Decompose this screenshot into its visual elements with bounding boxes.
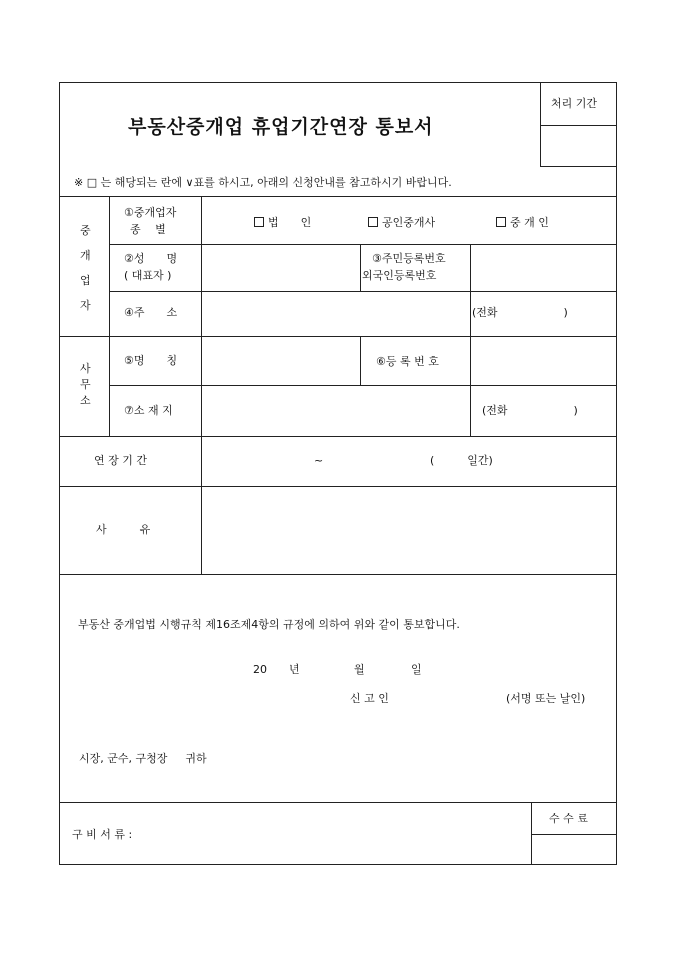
extension-period-field[interactable]	[202, 437, 616, 485]
type-option-corporation[interactable]: 법 인	[254, 216, 311, 230]
form-title: 부동산중개업 휴업기간연장 통보서	[128, 116, 434, 138]
broker-group-char: 자	[80, 299, 91, 312]
reporter-label: 신 고 인	[350, 692, 389, 705]
extension-period-label: 연 장 기 간	[94, 454, 147, 467]
checkbox-icon[interactable]	[368, 217, 378, 227]
name-field[interactable]	[202, 245, 359, 290]
broker-group-char: 개	[80, 249, 91, 262]
recipient-text: 시장, 군수, 구청장 귀하	[79, 752, 207, 765]
broker-type-label: 종 별	[130, 223, 166, 236]
required-documents-label: 구 비 서 류 :	[72, 828, 133, 841]
id-number-label: ③주민등록번호	[372, 252, 446, 265]
id-number-field[interactable]	[471, 245, 616, 290]
type-option-broker[interactable]: 중 개 인	[496, 216, 549, 230]
checkbox-icon[interactable]	[254, 217, 264, 227]
office-group-char: 소	[80, 394, 91, 407]
broker-group-char: 업	[80, 274, 91, 287]
instruction-text: ※ □ 는 해당되는 란에 ∨표를 하시고, 아래의 신청안내를 참고하시기 바랍니다.	[74, 176, 452, 189]
divider	[360, 244, 361, 291]
divider	[59, 196, 617, 197]
registration-number-label: ⑥등 록 번 호	[376, 355, 439, 368]
office-phone-label: (전화 )	[482, 404, 578, 417]
office-group-char: 사	[80, 362, 91, 375]
type-option-licensed-agent[interactable]: 공인중개사	[368, 216, 435, 230]
address-field[interactable]	[202, 292, 469, 335]
fee-label: 수 수 료	[549, 812, 588, 825]
date-month: 월	[354, 663, 365, 676]
extension-tilde: ~	[314, 454, 324, 467]
signature-note: (서명 또는 날인)	[506, 692, 586, 705]
divider	[540, 166, 617, 167]
reason-field[interactable]	[202, 487, 616, 573]
date-day: 일	[411, 663, 422, 676]
declaration-text: 부동산 중개업법 시행규칙 제16조제4항의 규정에 의하여 위와 같이 통보합니다.	[78, 618, 460, 631]
reason-label: 사 유	[96, 523, 151, 536]
address-label: ④주 소	[124, 306, 178, 319]
processing-period-label: 처리 기간	[551, 97, 598, 110]
date-year: 20 년	[253, 663, 300, 676]
broker-type-label: ①중개업자	[124, 206, 177, 219]
divider	[360, 336, 361, 385]
registration-number-field[interactable]	[471, 337, 616, 384]
reporter-signature-field[interactable]	[400, 688, 500, 708]
name-label: ( 대표자 )	[124, 269, 172, 282]
office-location-field[interactable]	[202, 386, 469, 435]
processing-period-field[interactable]	[541, 126, 616, 166]
broker-phone-label: (전화 )	[472, 306, 568, 319]
name-label: ②성 명	[124, 252, 178, 265]
broker-group-char: 중	[80, 224, 91, 237]
divider	[59, 574, 617, 575]
divider	[109, 196, 110, 436]
office-group-char: 무	[80, 378, 91, 391]
office-location-label: ⑦소 재 지	[124, 404, 173, 417]
checkbox-icon[interactable]	[496, 217, 506, 227]
extension-days: ( 일간)	[430, 454, 493, 467]
divider	[59, 802, 617, 803]
office-name-field[interactable]	[202, 337, 359, 384]
id-number-label: 외국인등록번호	[362, 269, 437, 282]
fee-field[interactable]	[532, 835, 616, 864]
office-name-label: ⑤명 칭	[124, 354, 178, 367]
